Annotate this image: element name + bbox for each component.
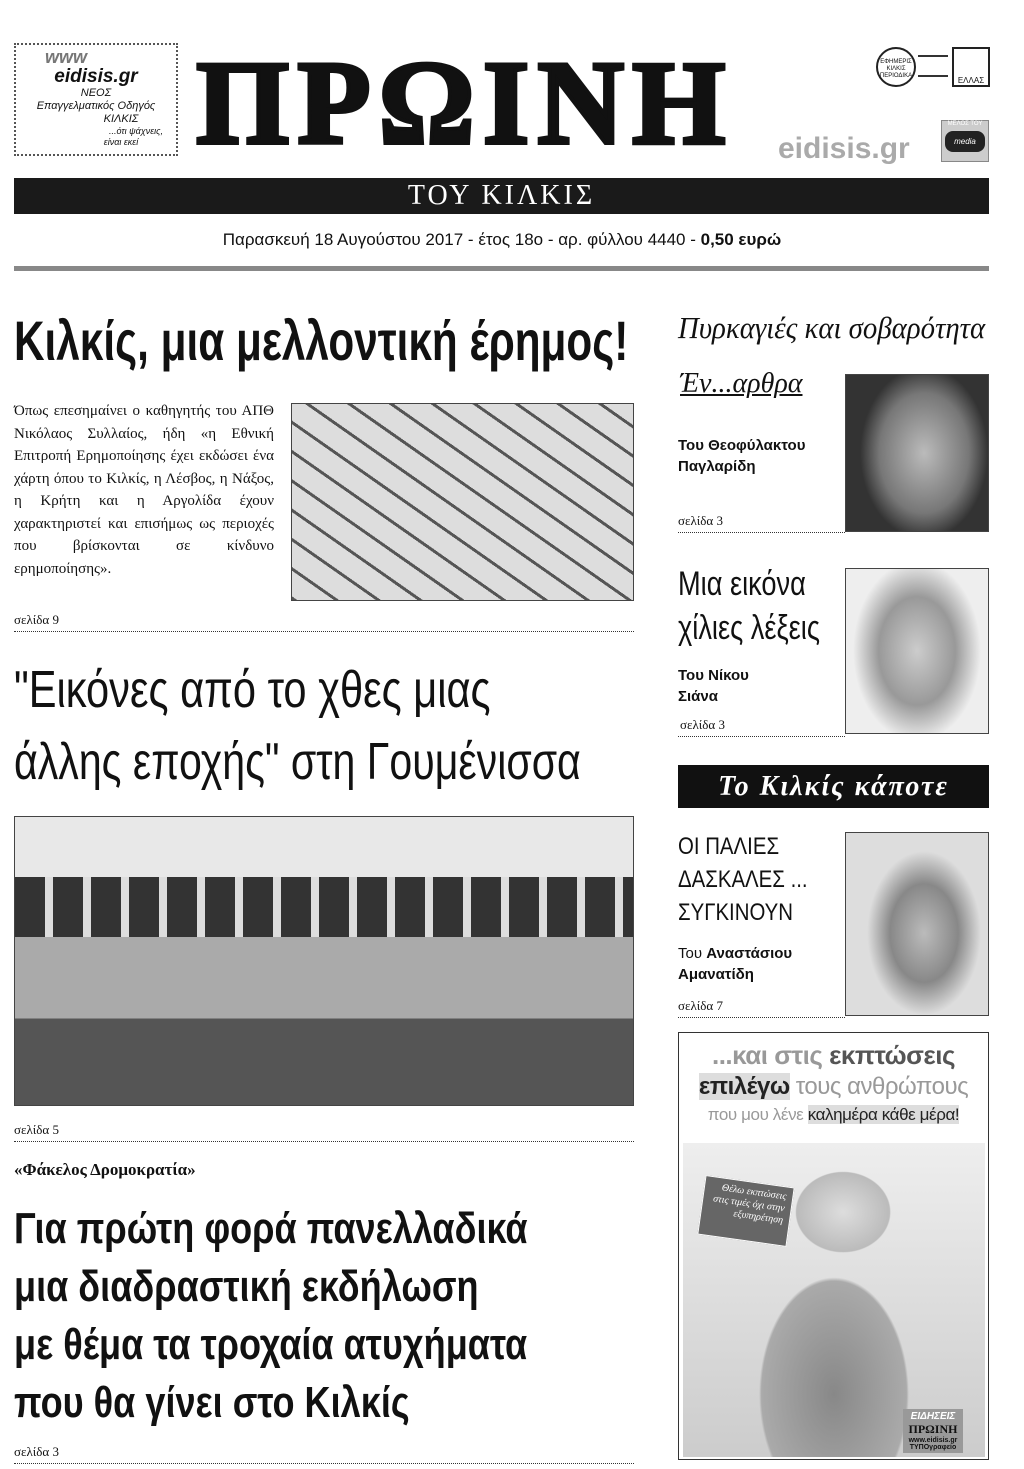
ad-photo	[683, 1143, 985, 1457]
headline-line[interactable]: μια διαδραστική εκδήλωση	[14, 1262, 479, 1311]
media-badge: ΜΕΛΟΣ ΤΟΥ media	[941, 120, 989, 162]
ad-line: ΚΙΛΚΙΣ	[103, 113, 139, 125]
section-banner: Το Κιλκίς κάποτε	[678, 765, 989, 808]
headline-line[interactable]: Για πρώτη φορά πανελλαδικά	[14, 1204, 528, 1253]
ad-line: είναι εκεί	[103, 137, 139, 147]
ad-site: eidisis.gr	[54, 66, 138, 87]
ad-line: Επαγγελματικός Οδηγός	[36, 100, 156, 112]
opinion-title[interactable]: ΟΙ ΠΑΛΙΕΣ ΔΑΣΚΑΛΕΣ ... ΣΥΓΚΙΝΟΥΝ	[678, 833, 808, 926]
sales-ad[interactable]	[678, 1032, 989, 1460]
cracked-earth-photo	[291, 403, 634, 601]
page-ref: σελίδα 5	[14, 1122, 634, 1142]
author: Του Θεοφύλακτου Παγλαρίδη	[678, 437, 806, 475]
article-desertification[interactable]	[14, 306, 634, 376]
ad-brand: ΕΙΔΗΣΕΙΣ ΠΡΩΙΝΗ www.eidisis.gr ΤΥΠΟγραφείο	[903, 1409, 963, 1453]
page-ref: σελίδα 3	[678, 513, 845, 533]
page-ref: σελίδα 7	[678, 998, 845, 1018]
opinion-title[interactable]: Μια εικόνα χίλιες λέξεις	[678, 565, 820, 647]
page-ref: σελίδα 9	[14, 612, 634, 632]
headline-line[interactable]: "Εικόνες από το χθες μιας	[14, 661, 491, 719]
author-photo	[845, 568, 989, 734]
headline-line[interactable]: που θα γίνει στο Κιλκίς	[14, 1378, 410, 1427]
headline-line[interactable]: άλλης εποχής" στη Γουμένισσα	[14, 733, 581, 791]
headline[interactable]: Κιλκίς, μια μελλοντική έρημος!	[14, 309, 629, 372]
post-logo: ΕΛΛΑΣ	[952, 47, 990, 87]
author-photo	[845, 374, 989, 532]
opinion-title[interactable]: Πυρκαγιές και σοβαρότητα	[678, 310, 986, 345]
author-photo	[845, 832, 989, 1016]
dateline: Παρασκευή 18 Αυγούστου 2017 - έτος 18ο - αρ. φύλλου 4440 - 0,50 ευρώ	[222, 230, 782, 249]
page-ref: σελίδα 3	[678, 717, 845, 737]
masthead-title-wrap	[196, 40, 766, 165]
kicker: «Φάκελος Δρομοκρατία»	[14, 1160, 196, 1179]
author: Του Νίκου Σιάνα	[678, 667, 749, 705]
masthead-title: ΠΡΩΙΝΗ	[196, 40, 734, 165]
header-rule	[14, 266, 989, 271]
www-logo: www	[44, 47, 87, 67]
ad-line: ...ότι ψάχνεις,	[108, 126, 164, 136]
classifieds-ad-box[interactable]	[14, 43, 178, 156]
page-ref: σελίδα 3	[14, 1444, 634, 1464]
price-tag: Θέλω εκπτώσεις στις τιμές όχι στην εξυπηρέτηση	[697, 1175, 794, 1247]
article-goumenissa[interactable]	[14, 660, 634, 792]
article-body: Όπως επεσημαίνει ο καθηγητής του ΑΠΘ Νικόλαος Συλλαίος, ήδη «η Εθνική Επιτροπή Ερημοποίησης έχει εκδώσει ένα χάρτη όπου το Κιλκίς, η Λέσβος, η Νάξος, η Κρήτη και η Αργολίδα έχουν χαρακτηριστεί και επισήμως ως περιοχές που βρίσκονται σε κίνδυνο ερημοποίησης».	[14, 403, 274, 577]
masthead-site: eidisis.gr	[778, 132, 910, 165]
author: Του Αναστάσιου Αμανατίδη	[678, 945, 793, 983]
exhibition-photo	[14, 816, 634, 1106]
ad-slogan: ...και στις εκπτώσεις επιλέγω τους ανθρώπους που μου λένε καλημέρα κάθε μέρα!	[698, 1040, 969, 1124]
ad-line: ΝΕΟΣ	[80, 87, 112, 99]
headline-line[interactable]: με θέμα τα τροχαία ατυχήματα	[14, 1320, 528, 1369]
postmark-lines	[918, 55, 948, 77]
price: 0,50 ευρώ	[700, 230, 782, 249]
article-road-safety[interactable]	[14, 1200, 634, 1432]
masthead-subtitle: ΤΟΥ ΚΙΛΚΙΣ	[407, 180, 596, 211]
postal-stamp: ΕΦΗΜΕΡΙΣ ΚΙΛΚΙΣ ΠΕΡΙΟΔΙΚΑ	[876, 47, 916, 87]
column-name: Έν...αρθρα	[680, 368, 803, 399]
subtitle-bar	[14, 178, 989, 214]
